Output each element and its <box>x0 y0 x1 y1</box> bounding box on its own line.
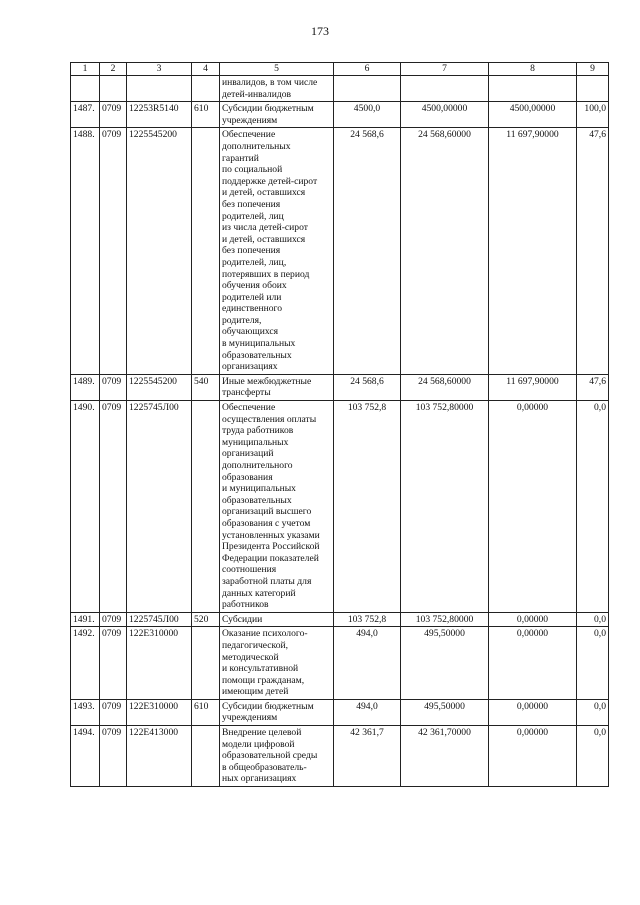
cell-target-article: 1225745Л00 <box>127 401 192 613</box>
cell-item-name: Обеспечение осуществления оплаты труда работников муниципальных организаций дополнительного образования и муниципальных образовательных организаций высшего образования с учетом установленных указами Президента Российской Федерации показателей соотношения заработной платы для данных категорий работников <box>220 401 334 613</box>
cell-target-article: 122Е310000 <box>127 627 192 700</box>
cell-percent-executed: 0,0 <box>577 612 609 627</box>
cell-target-article: 12253R5140 <box>127 102 192 128</box>
cell-section-code <box>100 76 127 102</box>
column-header-3: 3 <box>127 63 192 76</box>
cell-percent-executed: 0,0 <box>577 401 609 613</box>
cell-target-article <box>127 76 192 102</box>
budget-table <box>70 62 609 787</box>
table-row <box>71 699 609 725</box>
cell-item-name: Иные межбюджетные трансферты <box>220 374 334 400</box>
cell-item-name: Оказание психолого- педагогической, методической и консультативной помощи гражданам, имеющим детей <box>220 627 334 700</box>
cell-row-number: 1488. <box>71 128 100 374</box>
column-header-8: 8 <box>489 63 577 76</box>
cell-executed: 0,00000 <box>489 401 577 613</box>
cell-row-number: 1492. <box>71 627 100 700</box>
cell-percent-executed: 47,6 <box>577 374 609 400</box>
cell-refined-plan: 103 752,80000 <box>401 612 489 627</box>
cell-executed <box>489 76 577 102</box>
column-header-7: 7 <box>401 63 489 76</box>
cell-refined-plan: 495,50000 <box>401 699 489 725</box>
cell-approved-plan: 42 361,7 <box>334 726 401 787</box>
cell-executed: 11 697,90000 <box>489 374 577 400</box>
cell-executed: 0,00000 <box>489 699 577 725</box>
cell-item-name: Обеспечение дополнительных гарантий по социальной поддержке детей-сирот и детей, оставшихся без попечения родителей, лиц из числа детей-сирот и детей, оставшихся без попечения родителей, лиц, потерявших в период обучения обоих родителей или единственного родителя, обучающихся в муниципальных образовательных организациях <box>220 128 334 374</box>
cell-item-name: Субсидии бюджетным учреждениям <box>220 699 334 725</box>
cell-row-number: 1487. <box>71 102 100 128</box>
cell-approved-plan: 494,0 <box>334 699 401 725</box>
cell-refined-plan: 42 361,70000 <box>401 726 489 787</box>
cell-section-code: 0709 <box>100 612 127 627</box>
cell-approved-plan: 24 568,6 <box>334 128 401 374</box>
page-number: 173 <box>311 24 329 38</box>
cell-target-article: 1225545200 <box>127 128 192 374</box>
cell-row-number: 1491. <box>71 612 100 627</box>
cell-section-code: 0709 <box>100 128 127 374</box>
cell-expense-type: 610 <box>192 102 220 128</box>
cell-row-number: 1489. <box>71 374 100 400</box>
cell-percent-executed <box>577 76 609 102</box>
cell-executed: 11 697,90000 <box>489 128 577 374</box>
cell-approved-plan: 103 752,8 <box>334 612 401 627</box>
table-row <box>71 76 609 102</box>
cell-item-name: Внедрение целевой модели цифровой образовательной среды в общеобразователь- ных организациях <box>220 726 334 787</box>
cell-section-code: 0709 <box>100 726 127 787</box>
cell-expense-type <box>192 76 220 102</box>
column-header-9: 9 <box>577 63 609 76</box>
table-row <box>71 627 609 700</box>
cell-target-article: 122Е310000 <box>127 699 192 725</box>
column-header-1: 1 <box>71 63 100 76</box>
column-header-6: 6 <box>334 63 401 76</box>
cell-section-code: 0709 <box>100 374 127 400</box>
cell-row-number <box>71 76 100 102</box>
cell-row-number: 1494. <box>71 726 100 787</box>
cell-refined-plan: 24 568,60000 <box>401 374 489 400</box>
cell-approved-plan: 494,0 <box>334 627 401 700</box>
cell-expense-type: 520 <box>192 612 220 627</box>
cell-refined-plan: 495,50000 <box>401 627 489 700</box>
cell-refined-plan: 24 568,60000 <box>401 128 489 374</box>
cell-expense-type: 610 <box>192 699 220 725</box>
cell-expense-type: 540 <box>192 374 220 400</box>
table-row <box>71 128 609 374</box>
cell-executed: 0,00000 <box>489 627 577 700</box>
cell-target-article: 1225545200 <box>127 374 192 400</box>
cell-percent-executed: 47,6 <box>577 128 609 374</box>
cell-expense-type <box>192 401 220 613</box>
cell-section-code: 0709 <box>100 627 127 700</box>
cell-target-article: 1225745Л00 <box>127 612 192 627</box>
cell-approved-plan: 103 752,8 <box>334 401 401 613</box>
table-row <box>71 401 609 613</box>
cell-executed: 4500,00000 <box>489 102 577 128</box>
table-row <box>71 102 609 128</box>
header-row <box>71 63 609 76</box>
cell-approved-plan <box>334 76 401 102</box>
cell-item-name: Субсидии <box>220 612 334 627</box>
cell-expense-type <box>192 627 220 700</box>
cell-expense-type <box>192 128 220 374</box>
cell-refined-plan <box>401 76 489 102</box>
cell-percent-executed: 0,0 <box>577 699 609 725</box>
cell-item-name: Субсидии бюджетным учреждениям <box>220 102 334 128</box>
cell-executed: 0,00000 <box>489 612 577 627</box>
table-header <box>71 63 609 76</box>
cell-approved-plan: 24 568,6 <box>334 374 401 400</box>
table-row <box>71 612 609 627</box>
cell-row-number: 1490. <box>71 401 100 613</box>
cell-target-article: 122Е413000 <box>127 726 192 787</box>
column-header-2: 2 <box>100 63 127 76</box>
cell-row-number: 1493. <box>71 699 100 725</box>
cell-section-code: 0709 <box>100 102 127 128</box>
cell-expense-type <box>192 726 220 787</box>
cell-item-name: инвалидов, в том числе детей-инвалидов <box>220 76 334 102</box>
cell-percent-executed: 0,0 <box>577 726 609 787</box>
column-header-4: 4 <box>192 63 220 76</box>
cell-percent-executed: 0,0 <box>577 627 609 700</box>
table-body <box>71 76 609 787</box>
cell-percent-executed: 100,0 <box>577 102 609 128</box>
cell-refined-plan: 4500,00000 <box>401 102 489 128</box>
table-row <box>71 726 609 787</box>
cell-approved-plan: 4500,0 <box>334 102 401 128</box>
cell-section-code: 0709 <box>100 401 127 613</box>
cell-refined-plan: 103 752,80000 <box>401 401 489 613</box>
cell-section-code: 0709 <box>100 699 127 725</box>
cell-executed: 0,00000 <box>489 726 577 787</box>
table-row <box>71 374 609 400</box>
column-header-5: 5 <box>220 63 334 76</box>
